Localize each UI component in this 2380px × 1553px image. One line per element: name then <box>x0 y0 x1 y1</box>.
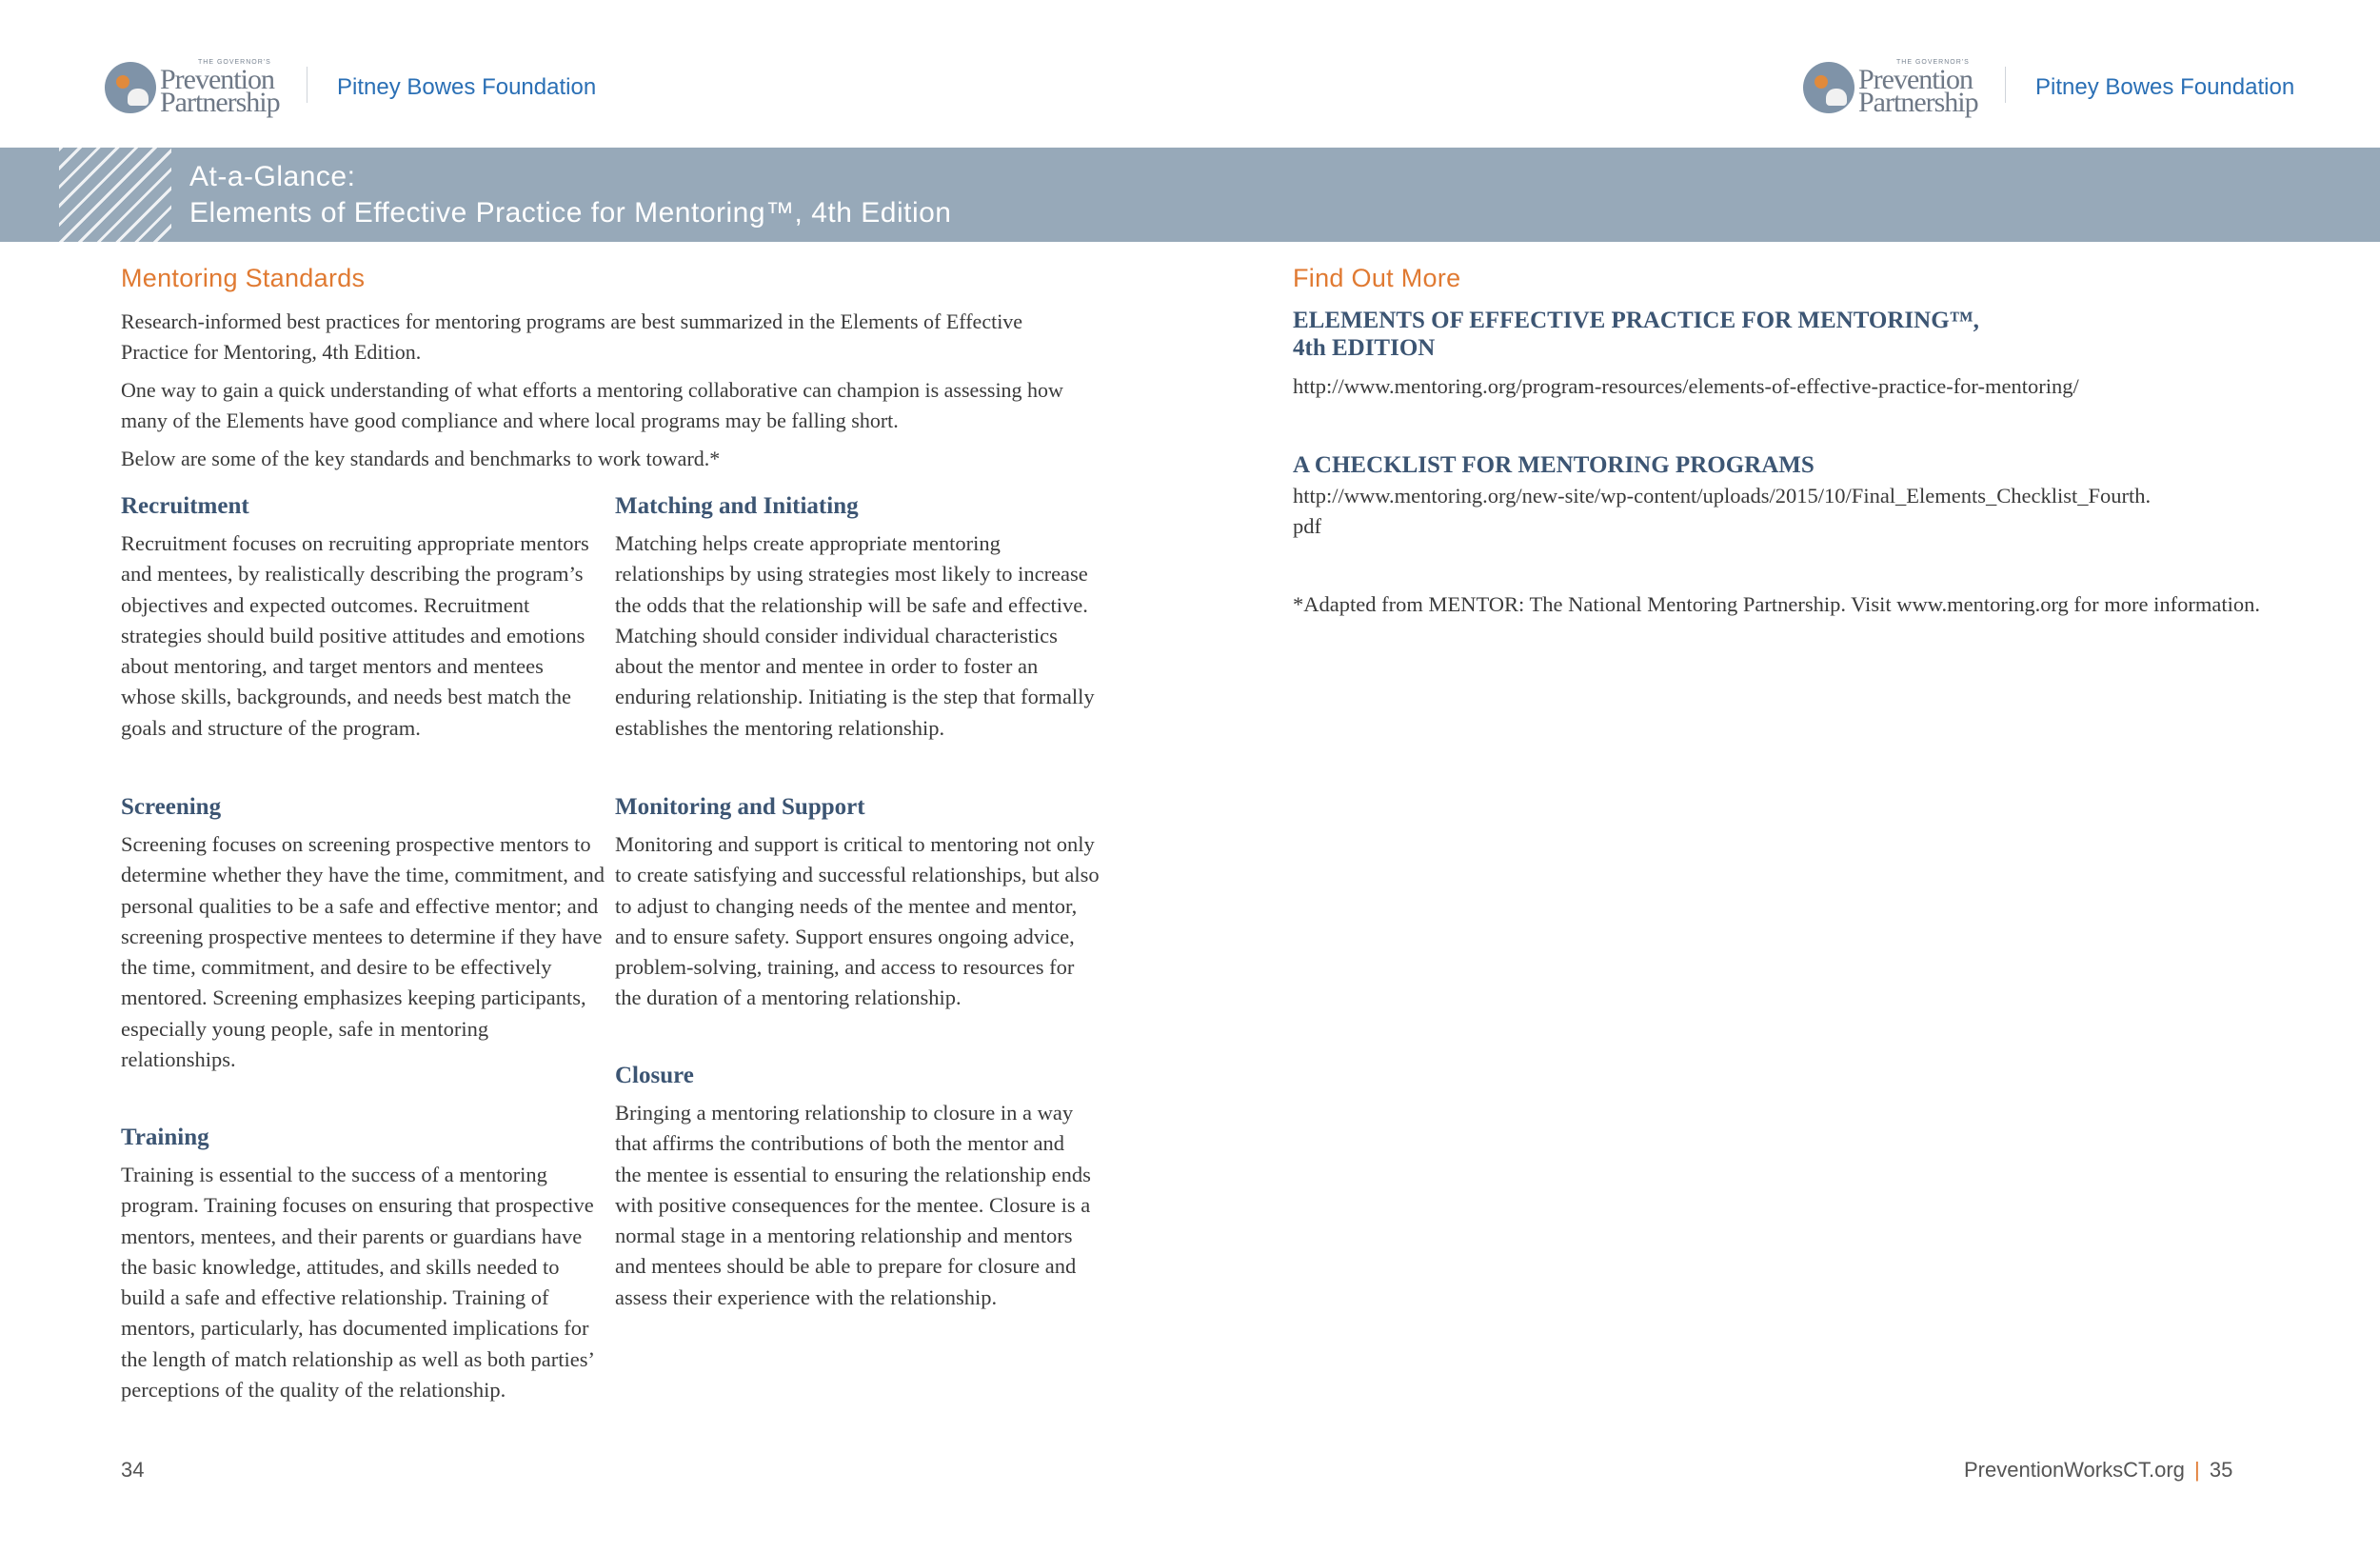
foundation-name-right: Pitney Bowes Foundation <box>2035 74 2295 100</box>
subheading-screening: Screening <box>121 794 222 820</box>
intro-paragraph: One way to gain a quick understanding of what efforts a mentoring collaborative can champion is assessing how many of the Elements have good compliance and where local programs may be falling short. <box>121 378 1063 432</box>
logo-line2: Partnership <box>160 86 280 118</box>
subheading-recruitment: Recruitment <box>121 493 249 519</box>
footer-site <box>1964 1458 2232 1483</box>
footnote: *Adapted from MENTOR: The National Mentoring Partnership. Visit www.mentoring.org for more information. <box>1293 592 2260 616</box>
page-number-left: 34 <box>121 1458 145 1482</box>
page-number-right: 35 <box>2209 1458 2233 1482</box>
resource-link-continued[interactable]: pdf <box>1293 514 1321 538</box>
logo-right <box>1803 59 1978 116</box>
intro-paragraph: Below are some of the key standards and benchmarks to work toward.* <box>121 447 721 470</box>
intro-paragraph: Research-informed best practices for mentoring programs are best summarized in the Elements of Effective Practice for Mentoring, 4th Edition. <box>121 309 1023 364</box>
logo-tagline: THE GOVERNOR'S <box>1896 58 1970 66</box>
section-heading-mentoring-standards: Mentoring Standards <box>121 264 366 292</box>
logo-line1: Prevention <box>160 63 274 95</box>
resource-link[interactable]: http://www.mentoring.org/new-site/wp-content/uploads/2015/10/Final_Elements_Checklist_Fourth. <box>1293 484 2152 508</box>
logo-line2: Partnership <box>1858 86 1978 118</box>
resource-title: ELEMENTS OF EFFECTIVE PRACTICE FOR MENTORING™, <box>1293 308 1979 333</box>
subheading-training: Training <box>121 1125 209 1150</box>
foundation-name-left: Pitney Bowes Foundation <box>337 74 597 100</box>
footer-site-url[interactable]: PreventionWorksCT.org <box>1964 1458 2185 1482</box>
resource-title: A CHECKLIST FOR MENTORING PROGRAMS <box>1293 452 1815 478</box>
prevention-partnership-logo-icon <box>105 62 156 113</box>
banner-title-line1: At-a-Glance: <box>189 161 356 192</box>
banner-stripes <box>59 148 171 242</box>
resource-title: 4th EDITION <box>1293 335 1436 361</box>
prevention-partnership-logo-icon <box>1803 62 1854 113</box>
body-monitoring: Monitoring and support is critical to mentoring not only to create satisfying and successful relationships, but also to adjust to changing needs of the mentee and mentor, and to ensure safety. Support ensures ongoing advice, problem-solving, training, and access to resources for the duration of a mentoring relationship. <box>615 832 1100 1010</box>
body-recruitment: Recruitment focuses on recruiting appropriate mentors and mentees, by realistically describing the program’s objectives and expected outcomes. Recruitment strategies should build positive attitudes and emotions about mentoring, and target mentors and mentees whose skills, backgrounds, and needs best match the goals and structure of the program. <box>121 531 589 740</box>
resource-link[interactable]: http://www.mentoring.org/program-resources/elements-of-effective-practice-for-mentoring/ <box>1293 374 2079 398</box>
subheading-monitoring: Monitoring and Support <box>615 794 865 820</box>
body-closure: Bringing a mentoring relationship to closure in a way that affirms the contributions of both the mentor and the mentee is essential to ensuring the relationship ends with positive consequences for the mentee. Closure is a normal stage in a mentoring relationship and mentors and mentees should be able to prepare for closure and assess their experience with the relationship. <box>615 1101 1091 1309</box>
header-divider <box>2005 67 2006 103</box>
section-heading-find-out-more: Find Out More <box>1293 264 1461 292</box>
body-screening: Screening focuses on screening prospective mentors to determine whether they have the time, commitment, and personal qualities to be a safe and effective mentor; and screening prospective mentees to determine if they have the time, commitment, and desire to be effectively mentored. Screening emphasizes keeping participants, especially young people, safe in mentoring relationships. <box>121 832 605 1072</box>
body-training: Training is essential to the success of a mentoring program. Training focuses on ensuring that prospective mentors, mentees, and their parents or guardians have the basic knowledge, attitudes, and skills needed to build a safe and effective relationship. Training of mentors, particularly, has documented implications for the length of match relationship as well as both parties’ perceptions of the quality of the relationship. <box>121 1163 594 1403</box>
logo-tagline: THE GOVERNOR'S <box>198 58 271 66</box>
body-matching: Matching helps create appropriate mentoring relationships by using strategies most likely to increase the odds that the relationship will be safe and effective. Matching should consider individual characteristics about the mentor and mentee in order to foster an enduring relationship. Initiating is the step that formally establishes the mentoring relationship. <box>615 531 1095 740</box>
logo-line1: Prevention <box>1858 63 1973 95</box>
logo-left <box>105 59 280 116</box>
title-banner <box>0 148 2380 242</box>
subheading-closure: Closure <box>615 1063 694 1088</box>
footer-separator: | <box>2194 1458 2200 1482</box>
banner-title-line2: Elements of Effective Practice for Mentoring™, 4th Edition <box>189 197 952 229</box>
subheading-matching: Matching and Initiating <box>615 493 859 519</box>
